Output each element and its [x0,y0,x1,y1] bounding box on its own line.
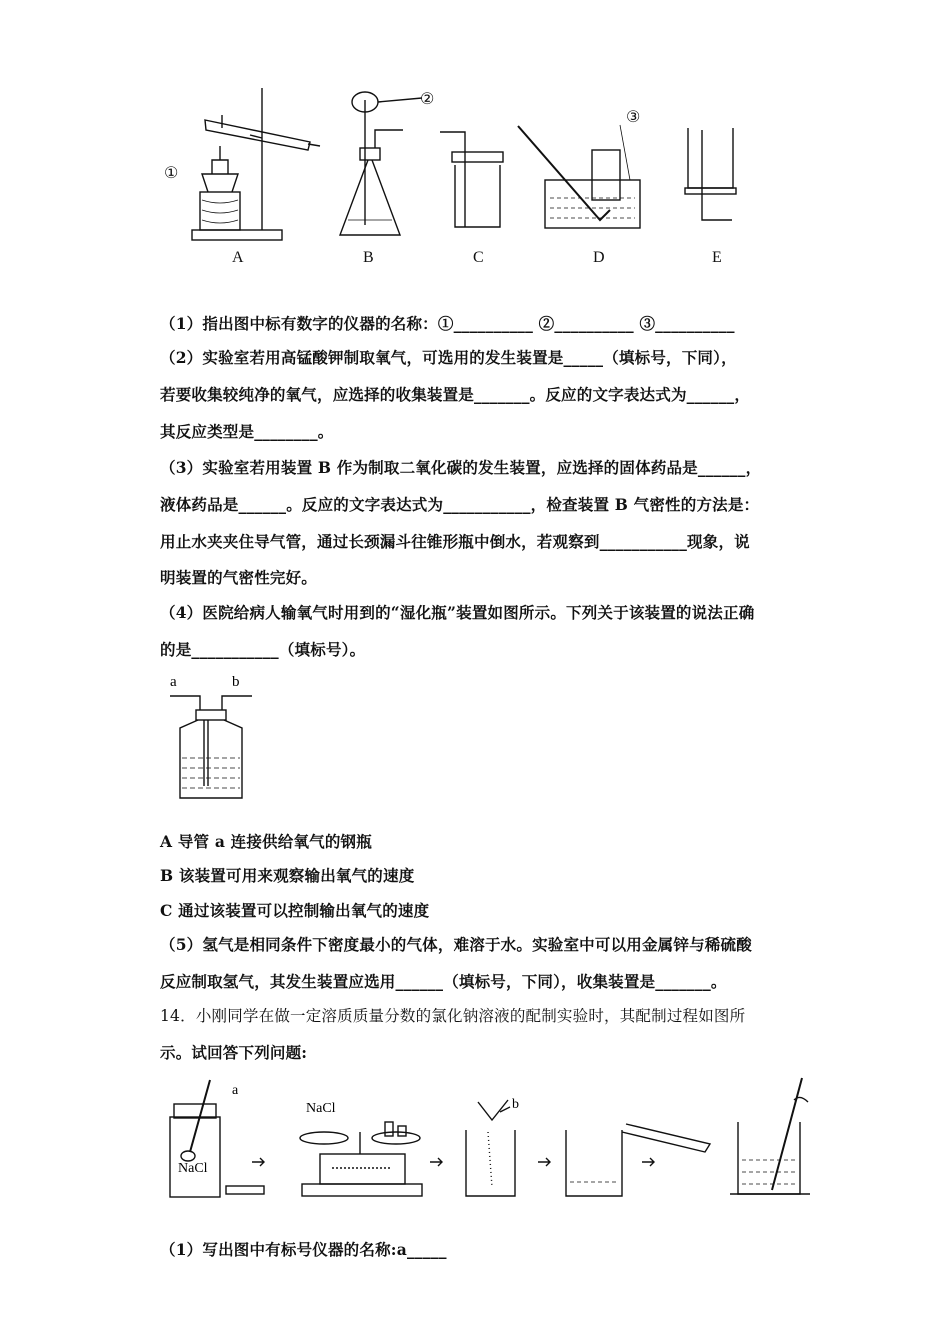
apparatus-c-drawing [440,132,503,227]
q13-part5-line1: （5）氢气是相同条件下密度最小的气体，难溶于水。实验室中可以用金属锌与稀硫酸 [160,935,752,954]
figure-label-b: B [363,249,374,266]
beaker-funnel-drawing [466,1100,515,1196]
arrow-3 [538,1158,550,1166]
nacl-scale-label: NaCl [306,1101,336,1116]
q13-part1: （1）指出图中标有数字的仪器的名称：①__________ ②__________ ③__________ [160,314,735,333]
q13-option-a: A 导管 a 连接供给氧气的钢瓶 [160,832,372,851]
apparatus-a-drawing [192,88,320,240]
humidifier-bottle-figure [160,668,270,803]
nacl-jar-label: NaCl [178,1161,208,1176]
q13-part3-line3: 用止水夹夹住导气管，通过长颈漏斗往锥形瓶中倒水，若观察到___________现象，说 [160,532,750,551]
stirring-beaker-drawing [730,1078,810,1194]
mark-1: ① [164,165,179,182]
arrow-4 [642,1158,654,1166]
solution-preparation-figure [160,1072,825,1204]
apparatus-d-drawing [518,125,640,228]
mark-3: ③ [626,109,641,126]
reagent-jar-drawing [170,1080,264,1197]
arrow-1 [252,1158,264,1166]
mark-2: ② [420,91,435,108]
q13-part3-line2: 液体药品是______。反应的文字表达式为___________，检查装置 B 气密性的方法是： [160,495,760,514]
q14-stem-line1: 14．小刚同学在做一定溶质质量分数的氯化钠溶液的配制实验时，其配制过程如图所 [160,1007,746,1025]
q13-part2-line2: 若要收集较纯净的氧气，应选择的收集装置是_______。反应的文字表达式为______， [160,385,751,404]
q14-part1: （1）写出图中有标号仪器的名称:a_____ [160,1240,447,1259]
figure-label-e: E [712,249,722,266]
q13-part2-line1: （2）实验室若用高锰酸钾制取氧气，可选用的发生装置是_____（填标号，下同）， [160,348,737,367]
q14-stem-line2: 示。试回答下列问题: [160,1043,308,1062]
beaker-water-drawing [566,1124,710,1196]
apparatus-figure [150,80,800,275]
q13-part5-line2: 反应制取氢气，其发生装置应选用______（填标号，下同），收集装置是_______。 [160,972,727,991]
arrow-2 [430,1158,442,1166]
q13-part3-line4: 明装置的气密性完好。 [160,568,318,587]
tube-label-b: b [232,674,240,690]
q13-option-c: C 通过该装置可以控制输出氧气的速度 [160,901,430,920]
apparatus-b-drawing [340,92,422,235]
tube-label-a: a [170,674,177,690]
apparatus-e-drawing [685,128,736,220]
figure-label-c: C [473,249,484,266]
q13-part2-line3: 其反应类型是________。 [160,422,334,441]
figure-label-d: D [593,249,605,266]
balance-drawing [300,1122,422,1196]
q13-part4-line1: （4）医院给病人输氧气时用到的“湿化瓶”装置如图所示。下列关于该装置的说法正确 [160,603,755,622]
q13-part3-line1: （3）实验室若用装置 B 作为制取二氧化碳的发生装置，应选择的固体药品是______， [160,458,762,477]
figure-label-a: A [232,249,244,266]
label-b-14: b [512,1097,519,1112]
q13-option-b: B 该装置可用来观察输出氧气的速度 [160,866,415,885]
q13-part4-line2: 的是___________（填标号）。 [160,640,366,659]
label-a-14: a [232,1083,239,1098]
